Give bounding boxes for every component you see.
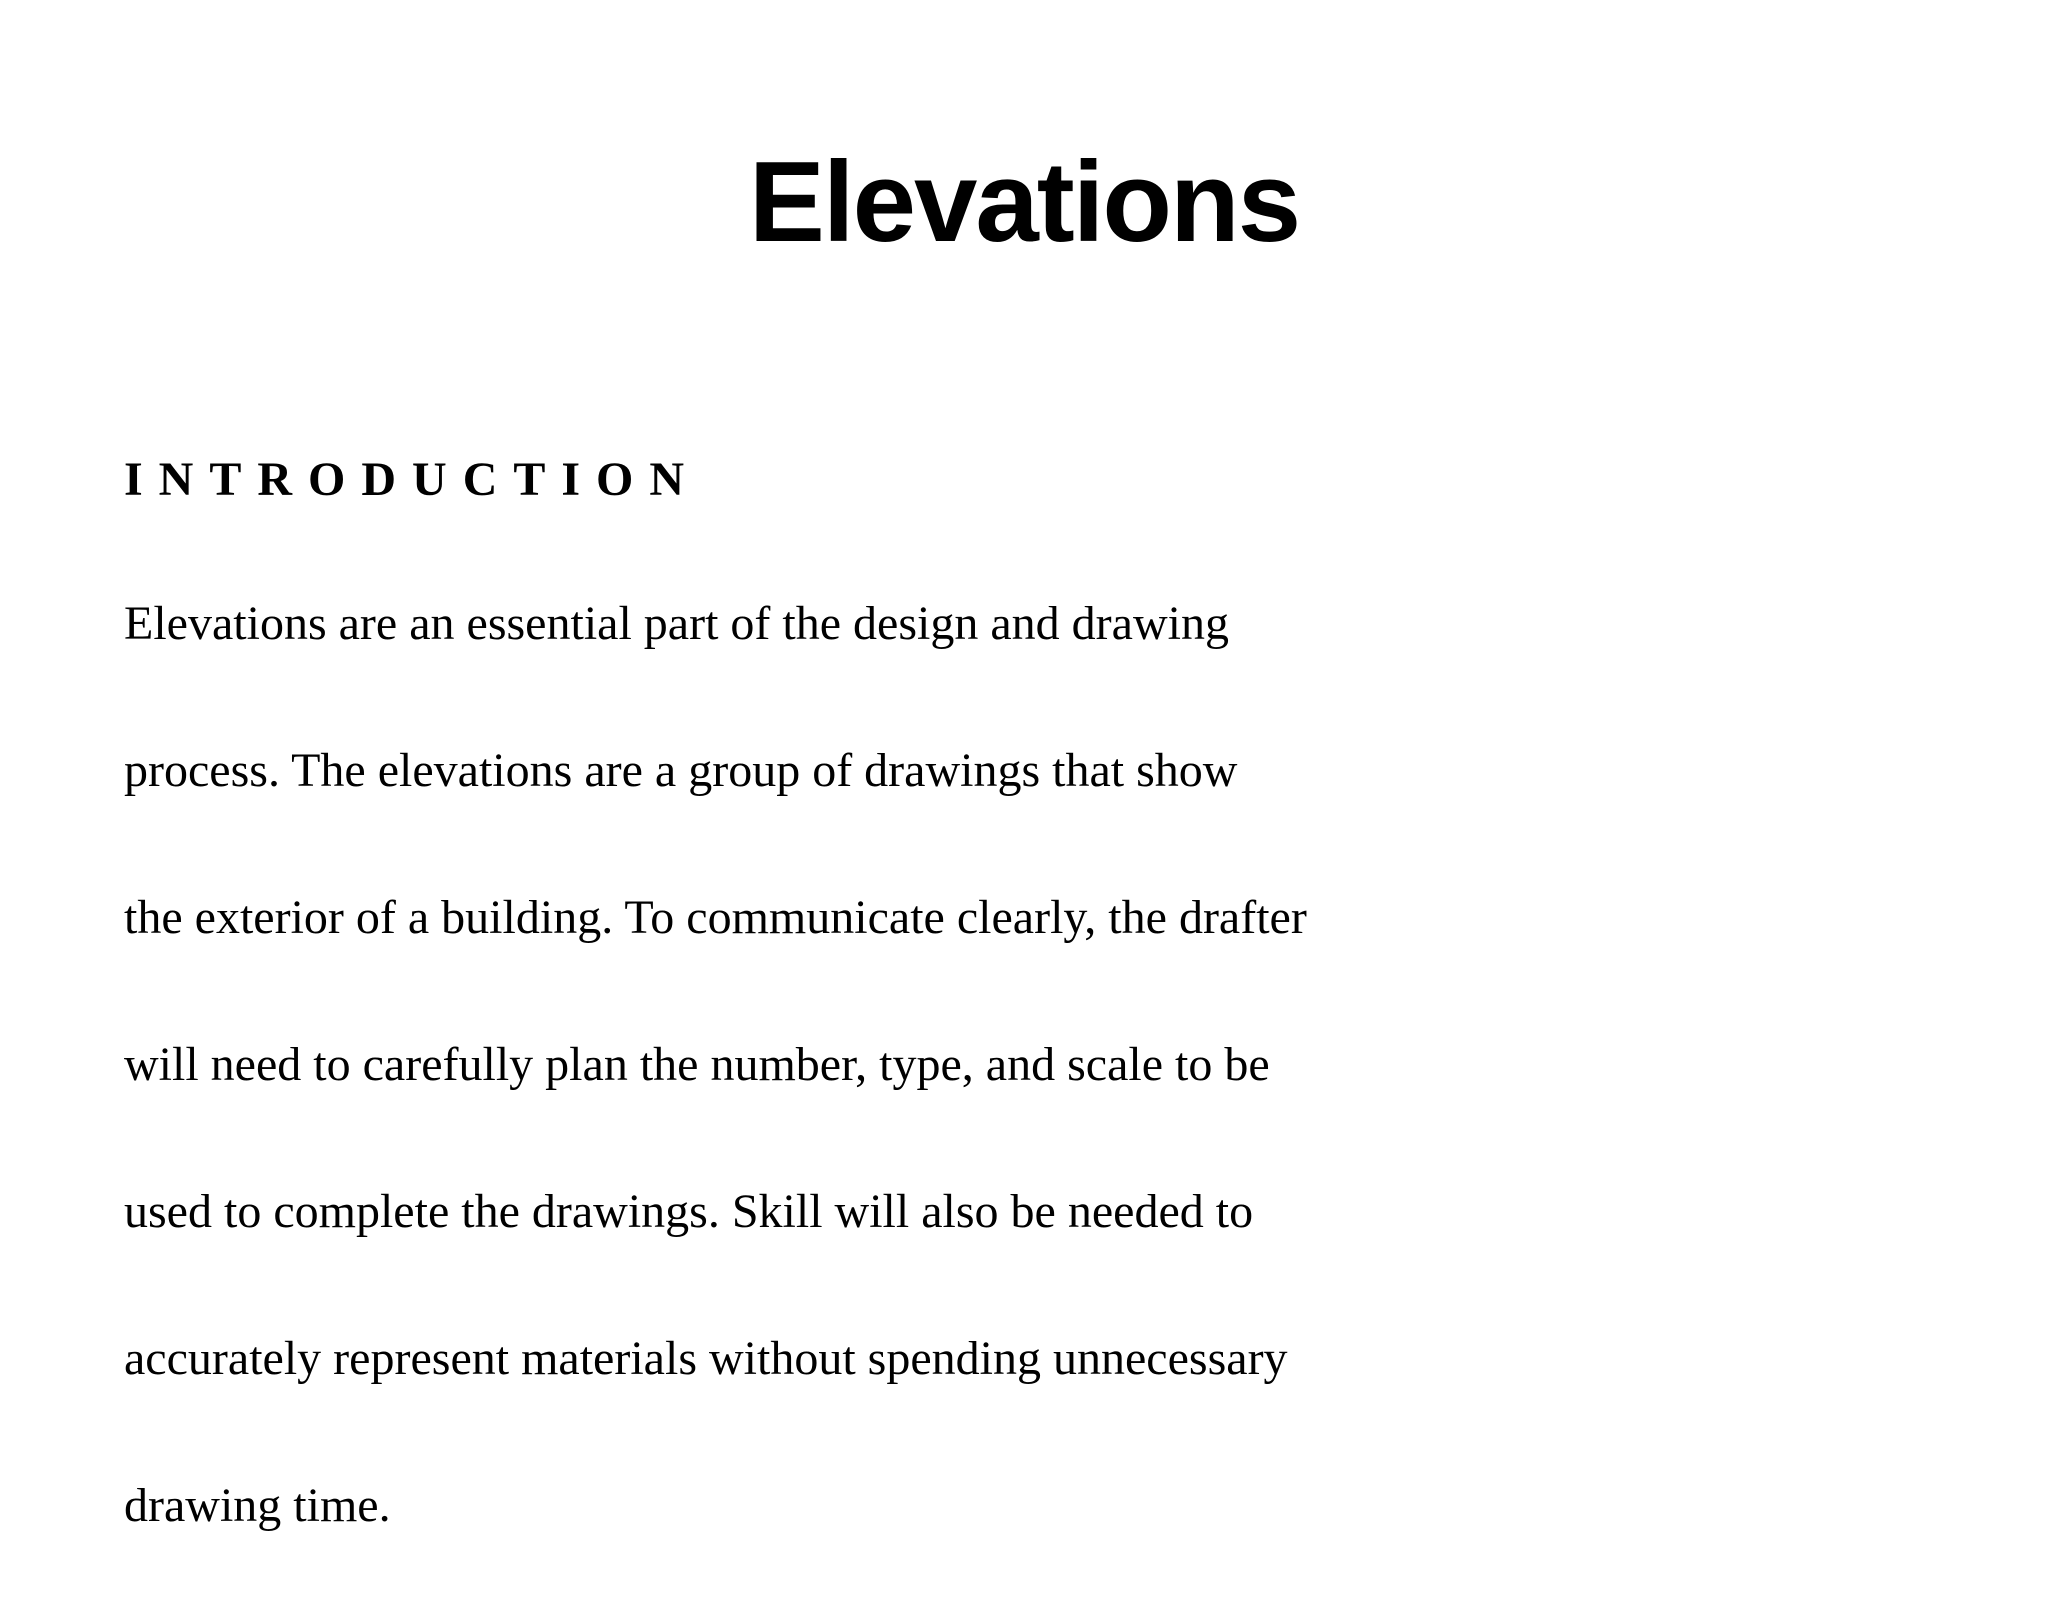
body-line-6: accurately represent materials without spending unnecessary [124,1332,1288,1385]
body-line-2: process. The elevations are a group of drawings that show [124,744,1238,797]
body-line-4: will need to carefully plan the number, type, and scale to be [124,1038,1270,1091]
section-heading-introduction: INTRODUCTION [124,453,701,506]
body-line-5: used to complete the drawings. Skill will also be needed to [124,1185,1254,1238]
body-line-3: the exterior of a building. To communicate clearly, the drafter [124,891,1307,944]
body-line-7: drawing time. [124,1479,391,1532]
page-title: Elevations [748,139,1300,266]
body-line-1: Elevations are an essential part of the design and drawing [124,597,1229,650]
body-paragraph [124,580,1307,1609]
